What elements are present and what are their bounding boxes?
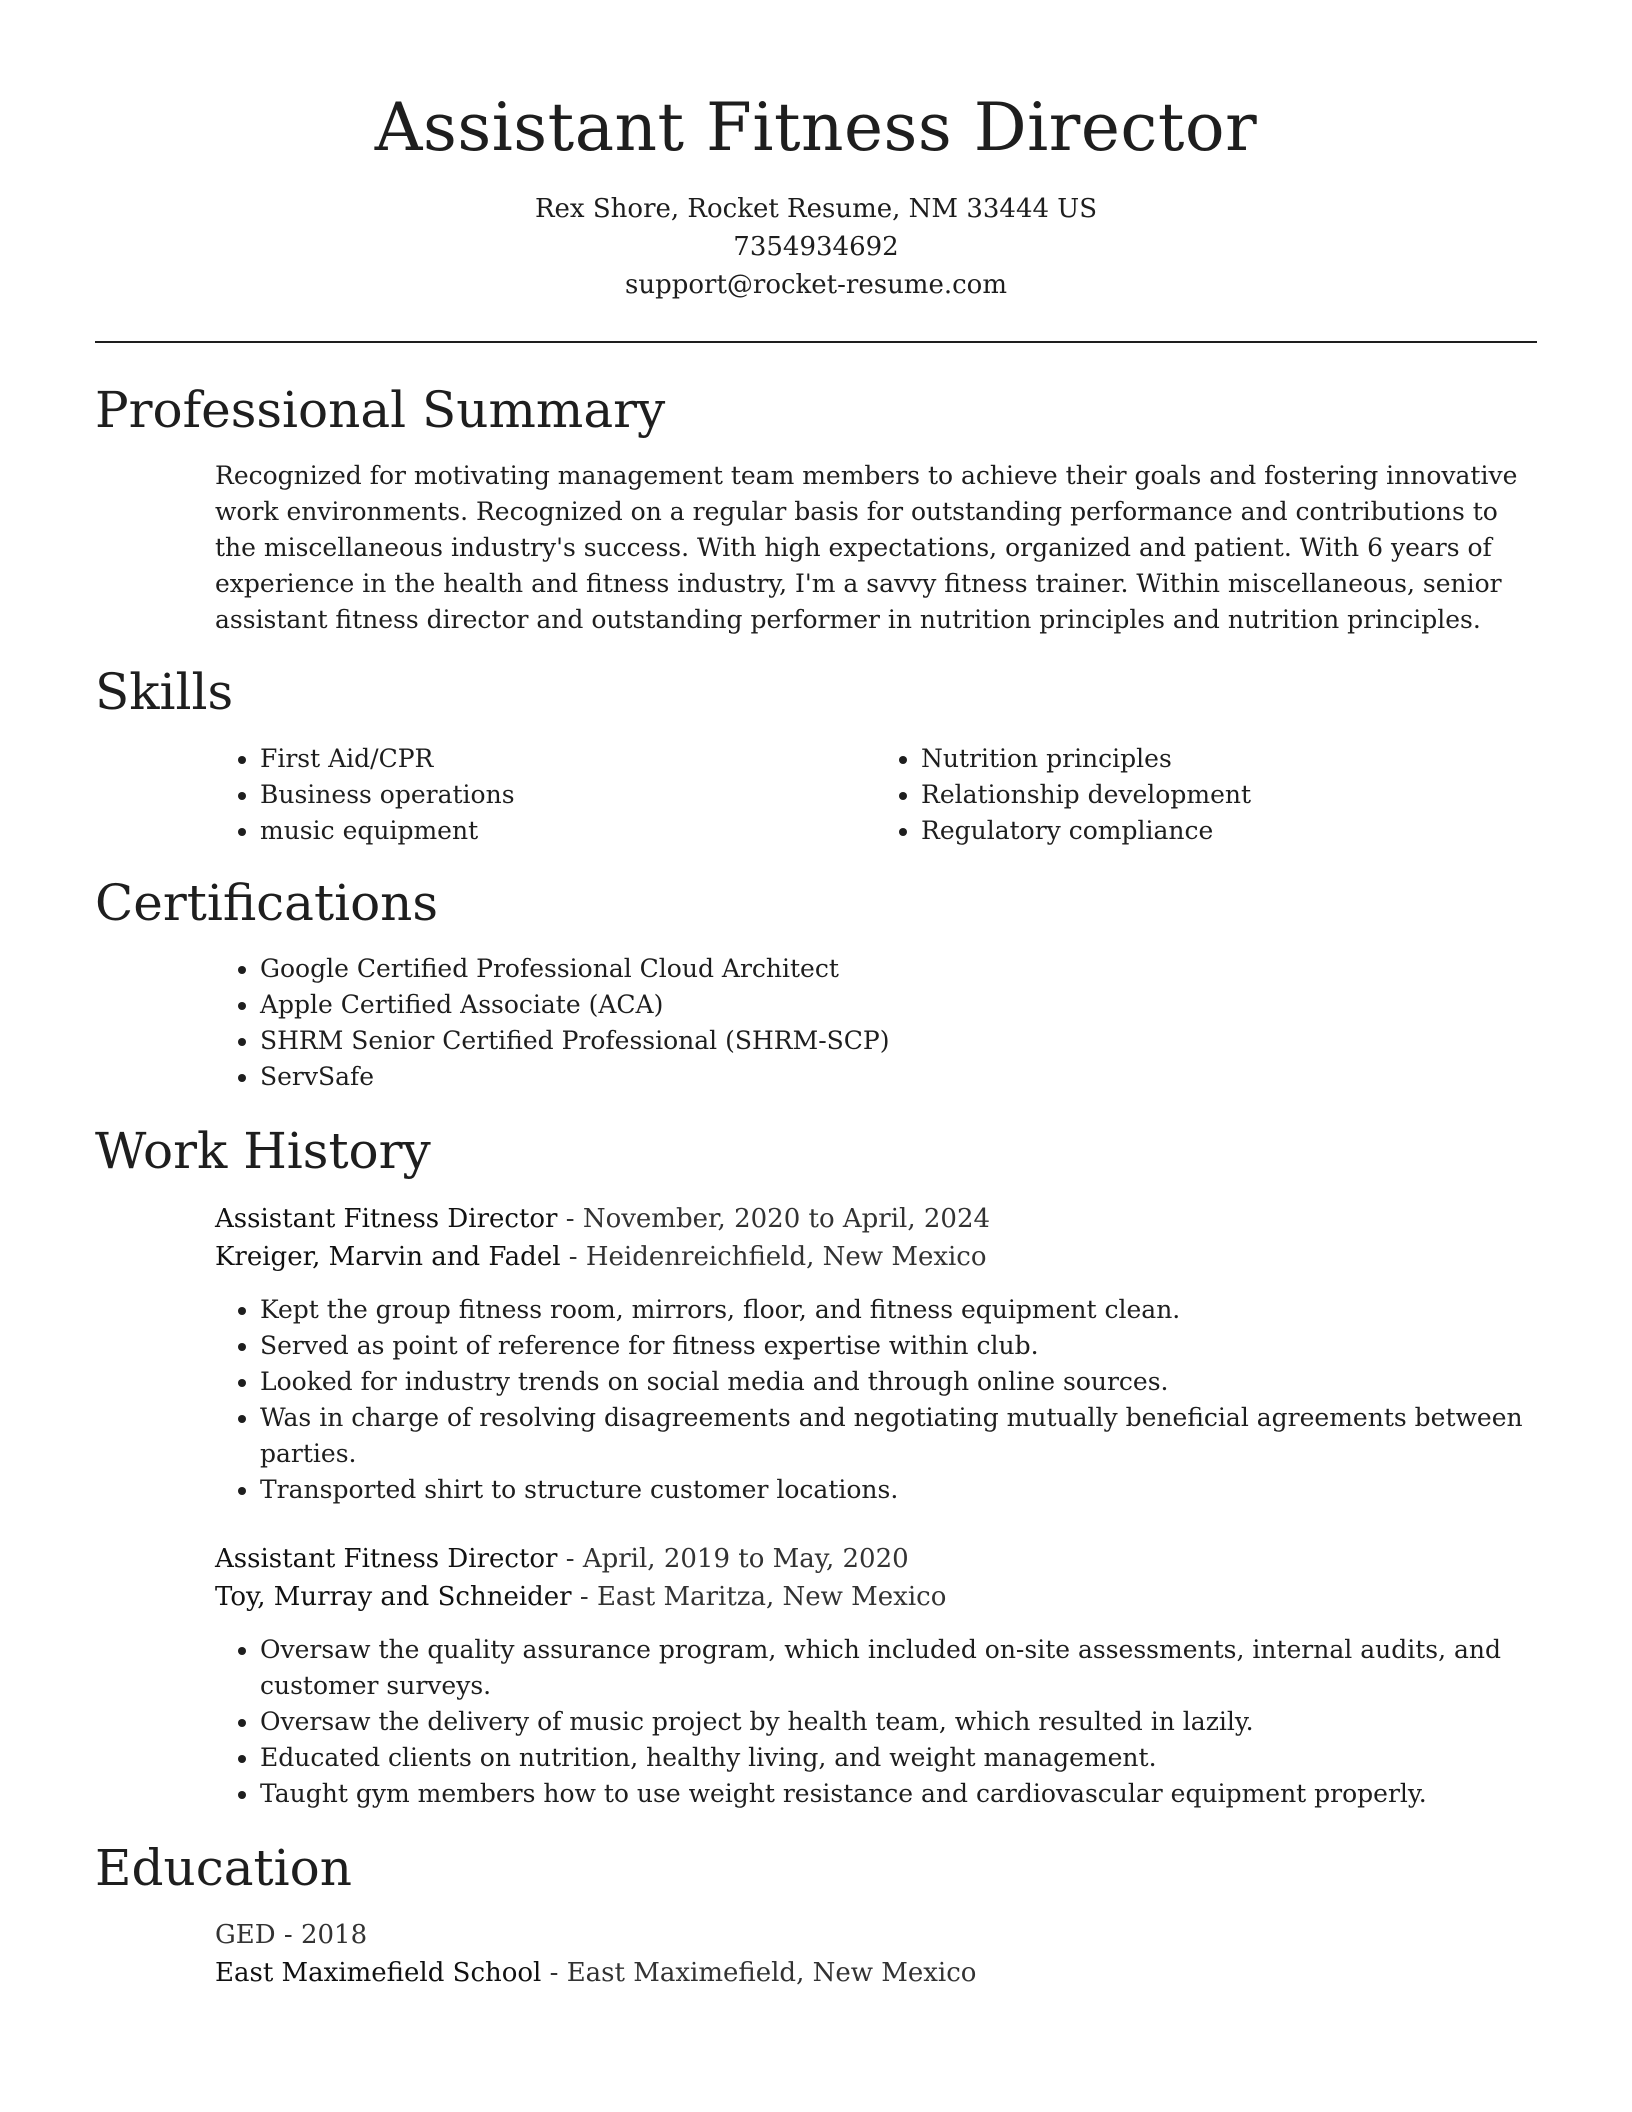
job-bullet: • Served as point of reference for fitness expertise within club. — [260, 1328, 1537, 1364]
header-divider — [95, 341, 1537, 343]
education-school: East Maximefield School — [215, 1958, 542, 1988]
certifications-section — [215, 951, 1537, 1095]
job-title-line — [215, 1200, 1537, 1238]
skill-item: • music equipment — [260, 813, 876, 849]
summary-heading: Professional Summary — [95, 381, 666, 439]
job-bullet: • Oversaw the quality assurance program, which included on-site assessments, internal audits, and customer surveys. — [260, 1632, 1537, 1704]
job-location: Heidenreichfield, New Mexico — [585, 1242, 987, 1272]
separator: - — [275, 1920, 301, 1950]
contact-phone: 7354934692 — [733, 232, 899, 262]
work-history-heading: Work History — [95, 1122, 431, 1180]
job-entry — [215, 1540, 1537, 1812]
separator: - — [541, 1958, 567, 1988]
job-title: Assistant Fitness Director — [215, 1544, 558, 1574]
job-dates: April, 2019 to May, 2020 — [582, 1544, 909, 1574]
job-company-line — [215, 1238, 1537, 1276]
skill-item: • Relationship development — [921, 777, 1537, 813]
education-location: East Maximefield, New Mexico — [566, 1958, 977, 1988]
certification-item: • SHRM Senior Certified Professional (SHRM-SCP) — [260, 1023, 1537, 1059]
resume-title: Assistant Fitness Director — [374, 89, 1258, 166]
job-bullet: • Taught gym members how to use weight resistance and cardiovascular equipment properly. — [260, 1776, 1537, 1812]
separator: - — [557, 1544, 583, 1574]
job-bullet: • Oversaw the delivery of music project by health team, which resulted in lazily. — [260, 1704, 1537, 1740]
certification-item: • ServSafe — [260, 1059, 1537, 1095]
contact-block — [0, 190, 1632, 304]
separator: - — [560, 1242, 586, 1272]
certifications-list — [215, 951, 1537, 1095]
job-bullet: • Educated clients on nutrition, healthy living, and weight management. — [260, 1740, 1537, 1776]
education-degree: GED — [215, 1920, 276, 1950]
education-entry — [215, 1916, 1537, 1992]
job-entry — [215, 1200, 1537, 1508]
education-degree-line — [215, 1916, 1537, 1954]
education-school-line — [215, 1954, 1537, 1992]
education-heading: Education — [95, 1839, 352, 1897]
separator: - — [557, 1204, 583, 1234]
skills-heading: Skills — [95, 663, 234, 721]
certifications-heading: Certifications — [95, 874, 439, 932]
job-company-line — [215, 1578, 1537, 1616]
skills-list-right — [876, 741, 1537, 849]
certification-item: • Apple Certified Associate (ACA) — [260, 987, 1537, 1023]
contact-email: support@rocket-resume.com — [624, 270, 1007, 300]
contact-address: Rex Shore, Rocket Resume, NM 33444 US — [534, 194, 1098, 224]
job-company: Kreiger, Marvin and Fadel — [215, 1242, 561, 1272]
skill-item: • Nutrition principles — [921, 741, 1537, 777]
job-title: Assistant Fitness Director — [215, 1204, 558, 1234]
skill-item: • Regulatory compliance — [921, 813, 1537, 849]
education-year: 2018 — [300, 1920, 368, 1950]
job-bullets — [215, 1292, 1537, 1508]
summary-text: Recognized for motivating management team members to achieve their goals and fostering innovative work environments. Recognized on a regular basis for outstanding performance and contributions to the miscellaneous industry's success. With high expectations, organized and patient. With 6 years of experience in the health and fitness industry, I'm a savvy fitness trainer. Within miscellaneous, senior assistant fitness director and outstanding performer in nutrition principles and nutrition principles. — [215, 461, 1518, 634]
skill-item: • Business operations — [260, 777, 876, 813]
job-dates: November, 2020 to April, 2024 — [582, 1204, 991, 1234]
certification-item: • Google Certified Professional Cloud Architect — [260, 951, 1537, 987]
skills-section — [215, 741, 1537, 849]
skills-list-left — [215, 741, 876, 849]
job-bullets — [215, 1632, 1537, 1812]
summary-section — [215, 458, 1537, 638]
job-bullet: • Transported shirt to structure customer locations. — [260, 1472, 1537, 1508]
separator: - — [571, 1582, 597, 1612]
job-location: East Maritza, New Mexico — [596, 1582, 947, 1612]
job-company: Toy, Murray and Schneider — [215, 1582, 572, 1612]
job-bullet: • Kept the group fitness room, mirrors, floor, and fitness equipment clean. — [260, 1292, 1537, 1328]
resume-header — [0, 0, 1632, 304]
job-title-line — [215, 1540, 1537, 1578]
job-bullet: • Looked for industry trends on social media and through online sources. — [260, 1364, 1537, 1400]
skill-item: • First Aid/CPR — [260, 741, 876, 777]
job-bullet: • Was in charge of resolving disagreements and negotiating mutually beneficial agreements between parties. — [260, 1400, 1537, 1472]
